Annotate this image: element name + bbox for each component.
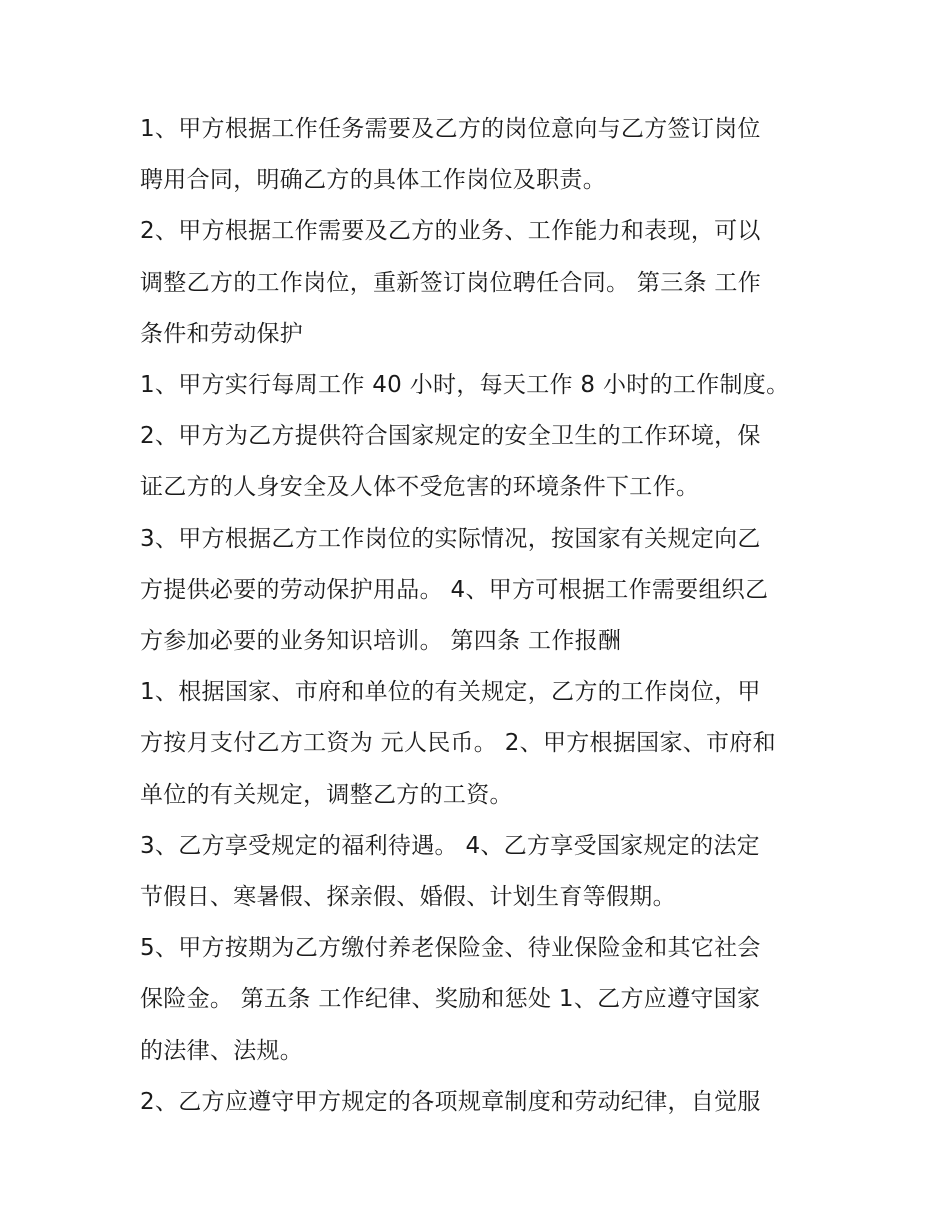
text-line: 调整乙方的工作岗位，重新签订岗位聘任合同。 第三条 工作 <box>140 269 762 296</box>
text-line: 单位的有关规定，调整乙方的工资。 <box>140 781 513 808</box>
text-line: 3、乙方享受规定的福利待遇。 4、乙方享受国家规定的法定 <box>140 832 760 859</box>
text-line: 方参加必要的业务知识培训。 第四条 工作报酬 <box>140 628 622 655</box>
text-line: 2、甲方根据工作需要及乙方的业务、工作能力和表现，可以 <box>140 218 761 245</box>
text-line: 2、甲方为乙方提供符合国家规定的安全卫生的工作环境，保 <box>140 423 761 450</box>
paragraph-4 <box>140 411 820 513</box>
paragraph-6 <box>140 667 820 821</box>
text-line: 1、根据国家、市府和单位的有关规定，乙方的工作岗位，甲 <box>140 679 761 706</box>
paragraph-8 <box>140 923 820 1077</box>
paragraph-2 <box>140 206 820 360</box>
text-line: 1、甲方实行每周工作 40 小时，每天工作 8 小时的工作制度。 <box>140 372 790 399</box>
text-line: 节假日、寒暑假、探亲假、婚假、计划生育等假期。 <box>140 884 676 911</box>
text-line: 的法律、法规。 <box>140 1037 304 1064</box>
text-line: 5、甲方按期为乙方缴付养老保险金、待业保险金和其它社会 <box>140 935 761 962</box>
text-line: 证乙方的人身安全及人体不受危害的环境条件下工作。 <box>140 474 700 501</box>
paragraph-7 <box>140 821 820 923</box>
paragraph-9 <box>140 1077 820 1128</box>
text-line: 方按月支付乙方工资为 元人民币。 2、甲方根据国家、市府和 <box>140 730 776 757</box>
paragraph-3 <box>140 360 820 411</box>
document-body <box>140 104 820 1128</box>
text-line: 2、乙方应遵守甲方规定的各项规章制度和劳动纪律，自觉服 <box>140 1088 761 1115</box>
text-line: 方提供必要的劳动保护用品。 4、甲方可根据工作需要组织乙 <box>140 576 769 603</box>
text-line: 保险金。 第五条 工作纪律、奖励和惩处 1、乙方应遵守国家 <box>140 986 761 1013</box>
paragraph-5 <box>140 514 820 668</box>
text-line: 条件和劳动保护 <box>140 320 304 347</box>
text-line: 3、甲方根据乙方工作岗位的实际情况，按国家有关规定向乙 <box>140 525 761 552</box>
text-line: 聘用合同，明确乙方的具体工作岗位及职责。 <box>140 167 606 194</box>
paragraph-1 <box>140 104 820 206</box>
text-line: 1、甲方根据工作任务需要及乙方的岗位意向与乙方签订岗位 <box>140 116 761 142</box>
